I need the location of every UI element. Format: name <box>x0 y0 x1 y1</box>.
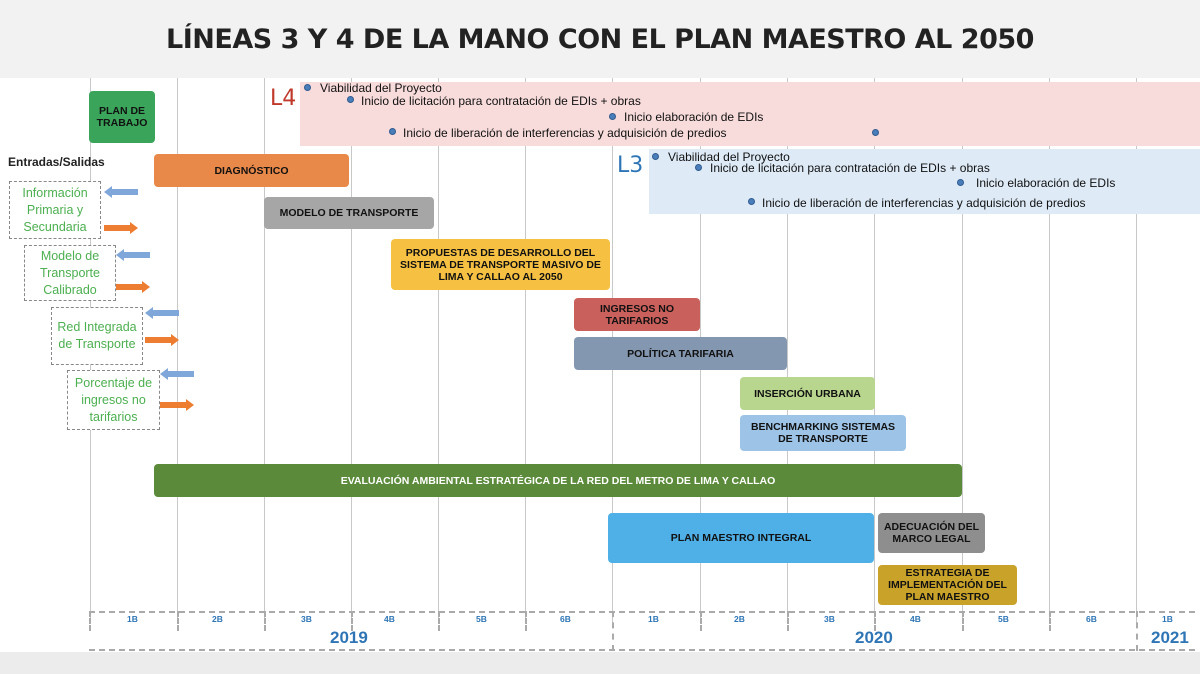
io-box-modelo: Modelo de Transporte Calibrado <box>24 245 116 301</box>
period-label: 1B <box>1162 614 1173 624</box>
input-arrow-icon <box>145 307 179 319</box>
period-label: 4B <box>910 614 921 624</box>
bar-plan-maestro-integral: PLAN MAESTRO INTEGRAL <box>608 513 874 563</box>
output-arrow-icon <box>145 334 179 346</box>
grid-line <box>351 78 352 624</box>
period-label: 1B <box>648 614 659 624</box>
year-2019: 2019 <box>330 628 368 647</box>
period-label: 2B <box>212 614 223 624</box>
timeline-year-divider <box>1136 611 1138 651</box>
l3-label: L3 <box>617 153 644 178</box>
bottom-strip <box>0 652 1200 674</box>
timeline-tick <box>525 611 527 631</box>
io-box-informacion: Información Primaria y Secundaria <box>9 181 101 239</box>
bar-propuestas: PROPUESTAS DE DESARROLLO DEL SISTEMA DE TRANSPORTE MASIVO DE LIMA Y CALLAO AL 2050 <box>391 239 610 290</box>
io-box-porcentaje: Porcentaje de ingresos no tarifarios <box>67 370 160 430</box>
period-label: 2B <box>734 614 745 624</box>
grid-line <box>525 78 526 624</box>
timeline-tick <box>89 611 91 631</box>
timeline-tick <box>700 611 702 631</box>
milestone-dot <box>389 128 396 135</box>
l3-milestone-viabilidad: Viabilidad del Proyecto <box>668 150 790 164</box>
input-arrow-icon <box>116 249 150 261</box>
grid-line <box>438 78 439 624</box>
bar-modelo-transporte: MODELO DE TRANSPORTE <box>264 197 434 229</box>
period-label: 3B <box>824 614 835 624</box>
bar-plan-trabajo: PLAN DE TRABAJO <box>89 91 155 143</box>
l4-milestone-licitacion: Inicio de licitación para contratación de EDIs + obras <box>361 94 641 108</box>
bar-insercion-urbana: INSERCIÓN URBANA <box>740 377 875 410</box>
period-label: 6B <box>560 614 571 624</box>
l4-label: L4 <box>270 86 297 111</box>
bar-politica-tarifaria: POLÍTICA TARIFARIA <box>574 337 787 370</box>
timeline-tick <box>438 611 440 631</box>
milestone-dot <box>957 179 964 186</box>
milestone-dot <box>872 129 879 136</box>
timeline-tick <box>1049 611 1051 631</box>
milestone-dot <box>304 84 311 91</box>
output-arrow-icon <box>116 281 150 293</box>
milestone-dot <box>695 164 702 171</box>
l3-milestone-liberacion: Inicio de liberación de interferencias y adquisición de predios <box>762 196 1086 210</box>
bar-ingresos-no-tarifarios: INGRESOS NO TARIFARIOS <box>574 298 700 331</box>
timeline <box>89 611 1195 651</box>
milestone-dot <box>748 198 755 205</box>
input-arrow-icon <box>104 186 138 198</box>
milestone-dot <box>347 96 354 103</box>
bar-benchmarking: BENCHMARKING SISTEMAS DE TRANSPORTE <box>740 415 906 451</box>
bar-adecuacion-marco-legal: ADECUACIÓN DEL MARCO LEGAL <box>878 513 985 553</box>
timeline-year-divider <box>612 611 614 651</box>
bar-evaluacion-ambiental: EVALUACIÓN AMBIENTAL ESTRATÉGICA DE LA RED DEL METRO DE LIMA Y CALLAO <box>154 464 962 497</box>
milestone-dot <box>609 113 616 120</box>
bar-diagnostico: DIAGNÓSTICO <box>154 154 349 187</box>
l4-milestone-viabilidad: Viabilidad del Proyecto <box>320 81 442 95</box>
timeline-tick <box>962 611 964 631</box>
bar-estrategia-implementacion: ESTRATEGIA DE IMPLEMENTACIÓN DEL PLAN MAESTRO <box>878 565 1017 605</box>
l3-milestone-licitacion: Inicio de licitación para contratación de EDIs + obras <box>710 161 990 175</box>
timeline-tick <box>177 611 179 631</box>
year-2021: 2021 <box>1151 628 1189 647</box>
period-label: 3B <box>301 614 312 624</box>
period-label: 5B <box>476 614 487 624</box>
period-label: 5B <box>998 614 1009 624</box>
l4-milestone-liberacion: Inicio de liberación de interferencias y adquisición de predios <box>403 126 727 140</box>
period-label: 1B <box>127 614 138 624</box>
output-arrow-icon <box>160 399 194 411</box>
io-title: Entradas/Salidas <box>8 155 105 169</box>
page-title: LÍNEAS 3 Y 4 DE LA MANO CON EL PLAN MAESTRO AL 2050 <box>0 0 1200 78</box>
output-arrow-icon <box>104 222 138 234</box>
period-label: 4B <box>384 614 395 624</box>
l4-milestone-edis: Inicio elaboración de EDIs <box>624 110 764 124</box>
timeline-tick <box>264 611 266 631</box>
input-arrow-icon <box>160 368 194 380</box>
timeline-tick <box>787 611 789 631</box>
year-2020: 2020 <box>855 628 893 647</box>
period-label: 6B <box>1086 614 1097 624</box>
l3-milestone-edis: Inicio elaboración de EDIs <box>976 176 1116 190</box>
milestone-dot <box>652 153 659 160</box>
io-box-red: Red Integrada de Transporte <box>51 307 143 365</box>
